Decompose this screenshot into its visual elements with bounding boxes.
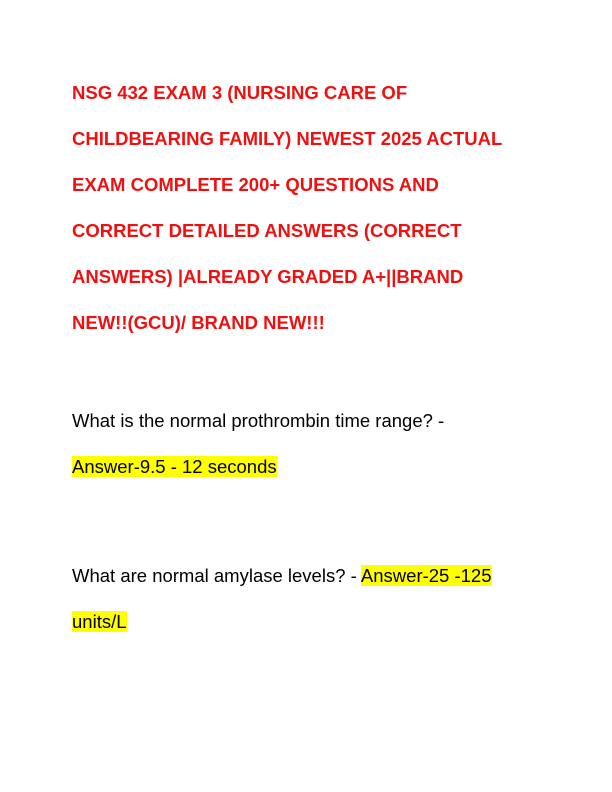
answer-line [72,444,552,490]
title-line: EXAM COMPLETE 200+ QUESTIONS AND [72,174,439,195]
question-text: What is the normal prothrombin time range? - [72,410,445,431]
question-line [72,553,552,599]
question-block [72,553,552,645]
question-text: What are normal amylase levels? - [72,565,361,586]
document-title [72,70,552,346]
title-line: CORRECT DETAILED ANSWERS (CORRECT [72,220,462,241]
highlighted-answer: Answer-25 -125 [360,565,492,586]
question-block [72,398,552,490]
answer-line [72,599,552,645]
title-line: ANSWERS) |ALREADY GRADED A+||BRAND [72,266,464,287]
title-line: NSG 432 EXAM 3 (NURSING CARE OF [72,82,408,103]
title-line: CHILDBEARING FAMILY) NEWEST 2025 ACTUAL [72,128,503,149]
highlighted-answer: units/L [72,611,127,632]
highlighted-answer: Answer-9.5 - 12 seconds [72,456,277,477]
title-line: NEW!!(GCU)/ BRAND NEW!!! [72,312,325,333]
